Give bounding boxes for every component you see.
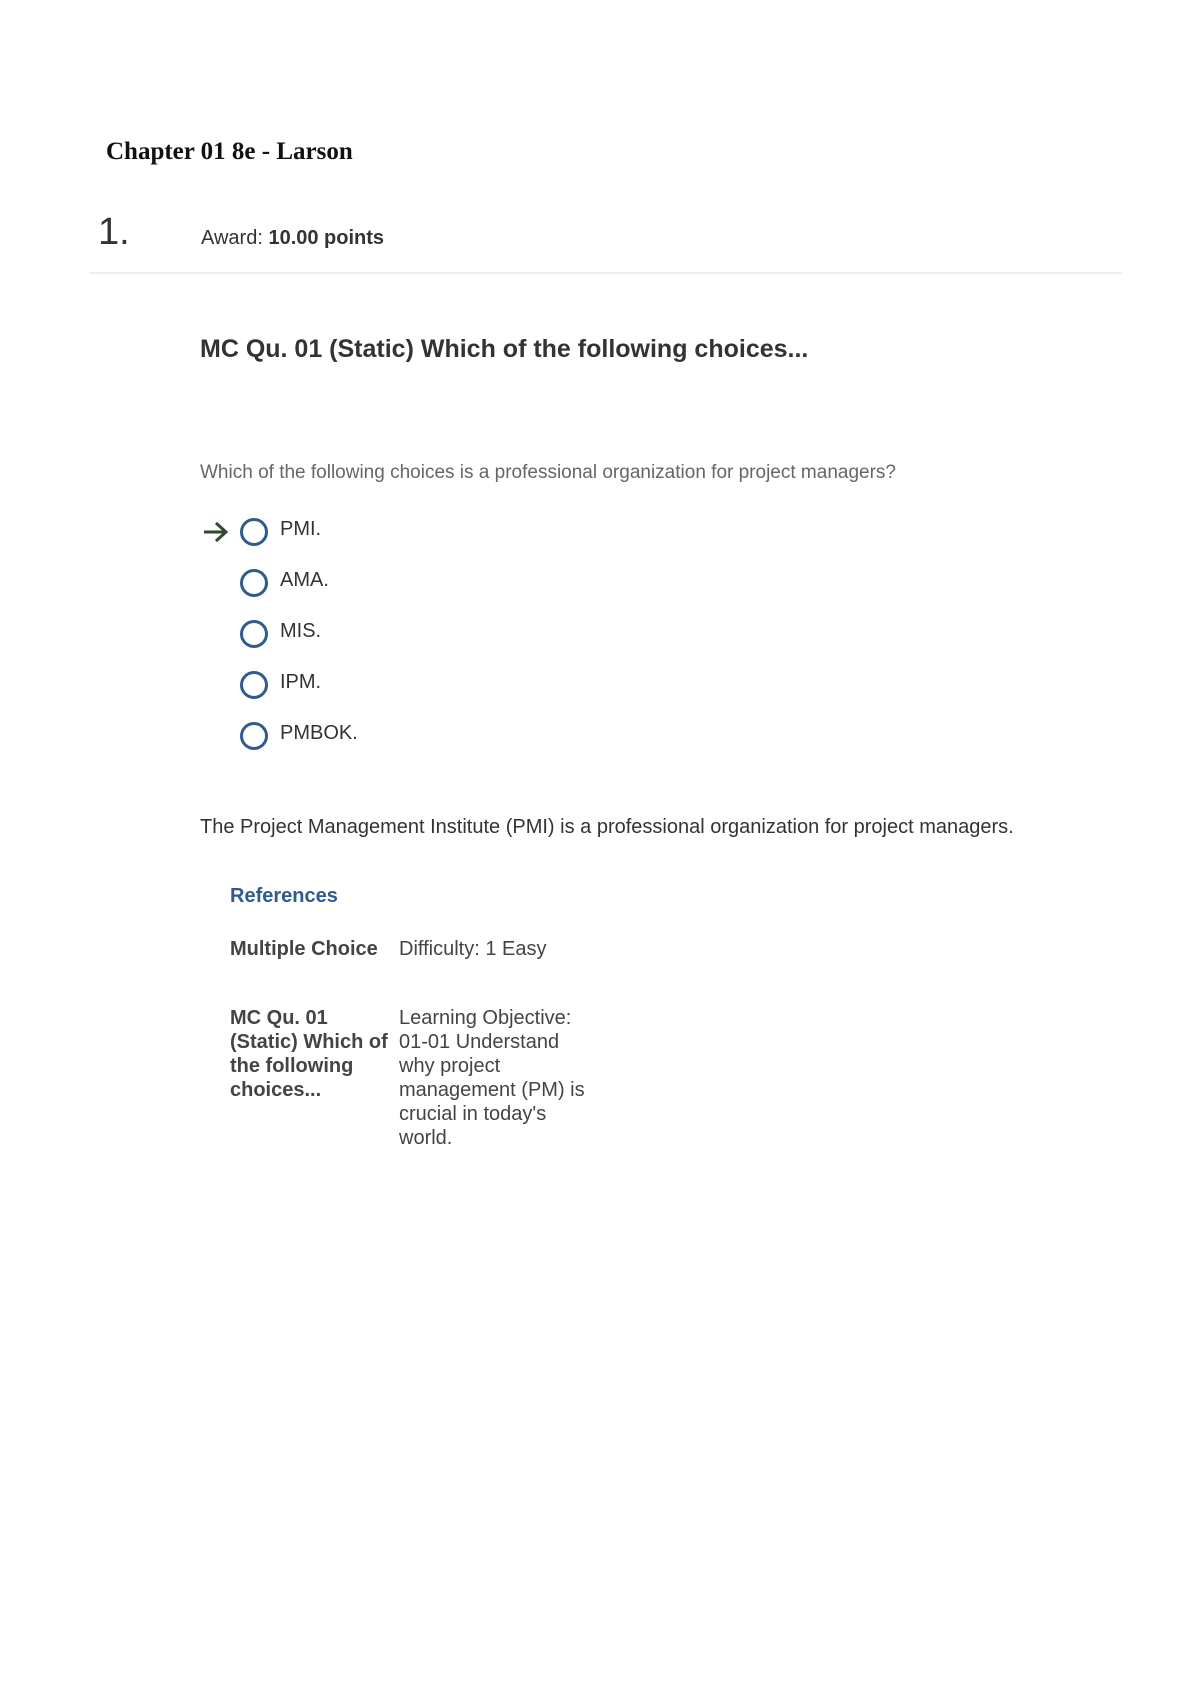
header-divider	[89, 272, 1122, 274]
references-title: References	[230, 885, 338, 907]
choice-item-ipm[interactable]	[200, 670, 600, 721]
document-title: Chapter 01 8e - Larson	[106, 138, 353, 165]
choice-item-mis[interactable]	[200, 619, 600, 670]
choice-label: MIS.	[280, 620, 322, 642]
reference-value: Learning Objective: 01-01 Understand why project management (PM) is crucial in today's world.	[399, 1007, 585, 1149]
radio-circle-icon[interactable]	[240, 722, 268, 750]
right-arrow-icon	[202, 521, 230, 543]
award-line	[201, 227, 384, 250]
choice-item-ama[interactable]	[200, 568, 600, 619]
choice-label: IPM.	[280, 671, 322, 693]
reference-key: MC Qu. 01 (Static) Which of the following choices...	[230, 1007, 388, 1101]
radio-circle-icon[interactable]	[240, 518, 268, 546]
reference-value: Difficulty: 1 Easy	[399, 938, 547, 960]
question-number: 1.	[98, 211, 130, 253]
award-value: 10.00 points	[268, 227, 385, 249]
reference-key: Multiple Choice	[230, 938, 378, 960]
choice-item-pmbok[interactable]	[200, 721, 600, 772]
choice-item-pmi[interactable]	[200, 517, 600, 568]
choice-list	[200, 517, 600, 772]
choice-label: AMA.	[280, 569, 329, 591]
radio-circle-icon[interactable]	[240, 620, 268, 648]
radio-circle-icon[interactable]	[240, 569, 268, 597]
question-heading: MC Qu. 01 (Static) Which of the following choices...	[200, 335, 809, 363]
question-prompt: Which of the following choices is a professional organization for project managers?	[200, 462, 896, 483]
choice-label: PMI.	[280, 518, 322, 540]
radio-circle-icon[interactable]	[240, 671, 268, 699]
answer-explanation: The Project Management Institute (PMI) is a professional organization for project managers.	[200, 816, 1014, 838]
award-label: Award:	[201, 227, 263, 249]
choice-label: PMBOK.	[280, 722, 358, 744]
